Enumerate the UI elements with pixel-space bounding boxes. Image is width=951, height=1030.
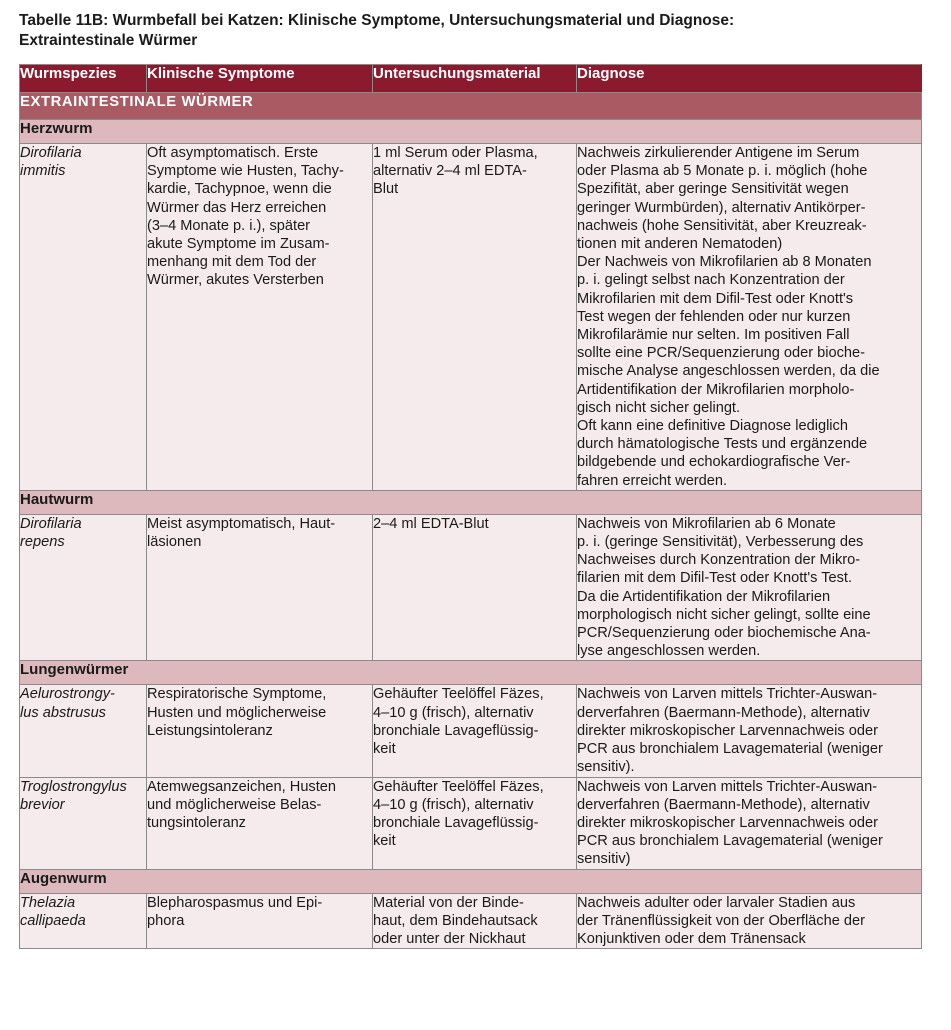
material-cell: [373, 514, 577, 661]
table-row: [20, 685, 922, 777]
species-cell: [20, 514, 147, 661]
material-text: Material von der Binde- haut, dem Bindehautsack oder unter der Nickhaut: [373, 894, 538, 947]
species-cell: [20, 144, 147, 491]
group-label: Hautwurm: [20, 490, 922, 514]
worm-table: [19, 64, 922, 949]
caption-line-2: Extraintestinale Würmer: [19, 32, 198, 49]
diagnosis-cell: [577, 893, 922, 949]
species-text: Dirofilaria immitis: [20, 145, 82, 180]
material-cell: [373, 144, 577, 491]
diagnosis-cell: [577, 777, 922, 869]
group-row-augenwurm: [20, 869, 922, 893]
material-cell: [373, 685, 577, 777]
table-row: [20, 777, 922, 869]
diagnosis-text: Nachweis adulter oder larvaler Stadien aus der Tränenflüssigkeit von der Oberfläche der Konjunktiven oder dem Tränensack: [577, 894, 865, 947]
symptoms-cell: [147, 777, 373, 869]
symptoms-cell: [147, 514, 373, 661]
group-row-herzwurm: [20, 120, 922, 144]
material-cell: [373, 893, 577, 949]
caption-line-1: Tabelle 11B: Wurmbefall bei Katzen: Klinische Symptome, Untersuchungsmaterial und Diagnose:: [19, 12, 735, 29]
group-label: Lungenwürmer: [20, 661, 922, 685]
group-row-lungenwuermer: [20, 661, 922, 685]
table-caption: [19, 11, 939, 51]
group-label: Augenwurm: [20, 869, 922, 893]
symptoms-cell: [147, 685, 373, 777]
material-text: 2–4 ml EDTA-Blut: [373, 515, 489, 532]
symptoms-text: Atemwegsanzeichen, Husten und möglicherweise Belas- tungsintoleranz: [147, 778, 337, 831]
symptoms-cell: [147, 144, 373, 491]
material-text: Gehäufter Teelöffel Fäzes, 4–10 g (frisch), alternativ bronchiale Lavageflüssig- keit: [373, 778, 544, 850]
species-cell: [20, 777, 147, 869]
symptoms-text: Meist asymptomatisch, Haut- läsionen: [147, 515, 336, 551]
group-label: Herzwurm: [20, 120, 922, 144]
diagnosis-text: Nachweis zirkulierender Antigene im Serum oder Plasma ab 5 Monate p. i. möglich (hohe Spezifität, aber geringe Sensitivität wegen geringer Wurmbürden), alternativ Antikörper- nachweis (hohe Sensitivität, aber Kreuzreak- tionen mit anderen Nematoden) Der Nachweis von Mikrofilarien ab 8 Monaten p. i. gelingt selbst nach Konzentration der Mikrofilarien mit dem Difil-Test oder Knott's Test wegen der fehlenden oder nur kurzen Mikrofilarämie nur selten. Im positiven Fall sollte eine PCR/Sequenzierung oder bioche- mische Analyse angeschlossen werden, da die Artidentifikation der Mikrofilarien morpholo- gisch nicht sicher gelingt. Oft kann eine definitive Diagnose lediglich durch hämatologische Tests und ergänzende bildgebende und echokardiografische Ver- fahren erreicht werden.: [577, 145, 880, 489]
material-text: 1 ml Serum oder Plasma, alternativ 2–4 ml EDTA- Blut: [373, 145, 538, 198]
species-text: Aelurostrongy- lus abstrusus: [20, 686, 115, 721]
symptoms-text: Respiratorische Symptome, Husten und möglicherweise Leistungsintoleranz: [147, 686, 327, 739]
symptoms-text: Blepharospasmus und Epi- phora: [147, 894, 323, 929]
diagnosis-text: Nachweis von Larven mittels Trichter-Auswan- derverfahren (Baermann-Methode), alternativ direkter mikroskopischer Larvennachweis oder PCR aus bronchialem Lavagematerial (weniger sensitiv).: [577, 686, 883, 776]
material-cell: [373, 777, 577, 869]
header-row: [20, 65, 922, 93]
diagnosis-text: Nachweis von Larven mittels Trichter-Auswan- derverfahren (Baermann-Methode), alternativ direkter mikroskopischer Larvennachweis oder PCR aus bronchialem Lavagematerial (weniger sensitiv): [577, 778, 883, 868]
diagnosis-cell: [577, 514, 922, 661]
symptoms-cell: [147, 893, 373, 949]
table-row: [20, 144, 922, 491]
diagnosis-text: Nachweis von Mikrofilarien ab 6 Monate p. i. (geringe Sensitivität), Verbesserung des Nachweises durch Konzentration der Mikro- filarien mit dem Difil-Test oder Knott's Test. Da die Artidentifikation der Mikrofilarien morphologisch nicht sicher gelingt, sollte eine PCR/Sequenzierung oder biochemische Ana- lyse angeschlossen werden.: [577, 515, 871, 660]
column-header-material: Untersuchungsmaterial: [373, 65, 577, 93]
section-label: EXTRAINTESTINALE WÜRMER: [20, 93, 922, 120]
symptoms-text: Oft asymptomatisch. Erste Symptome wie Husten, Tachy- kardie, Tachypnoe, wenn die Würmer das Herz erreichen (3–4 Monate p. i.), später akute Symptome im Zusam- menhang mit dem Tod der Würmer, akutes Versterben: [147, 145, 344, 289]
material-text: Gehäufter Teelöffel Fäzes, 4–10 g (frisch), alternativ bronchiale Lavageflüssig- keit: [373, 686, 544, 758]
species-cell: [20, 685, 147, 777]
column-header-diagnosis: Diagnose: [577, 65, 922, 93]
table-row: [20, 514, 922, 661]
table-row: [20, 893, 922, 949]
column-header-symptoms: Klinische Symptome: [147, 65, 373, 93]
species-text: Dirofilaria repens: [20, 515, 82, 551]
species-text: Thelazia callipaeda: [20, 894, 86, 929]
species-text: Troglostrongylus brevior: [20, 778, 127, 813]
species-cell: [20, 893, 147, 949]
diagnosis-cell: [577, 685, 922, 777]
diagnosis-cell: [577, 144, 922, 491]
group-row-hautwurm: [20, 490, 922, 514]
column-header-species: Wurmspezies: [20, 65, 147, 93]
section-row: [20, 93, 922, 120]
